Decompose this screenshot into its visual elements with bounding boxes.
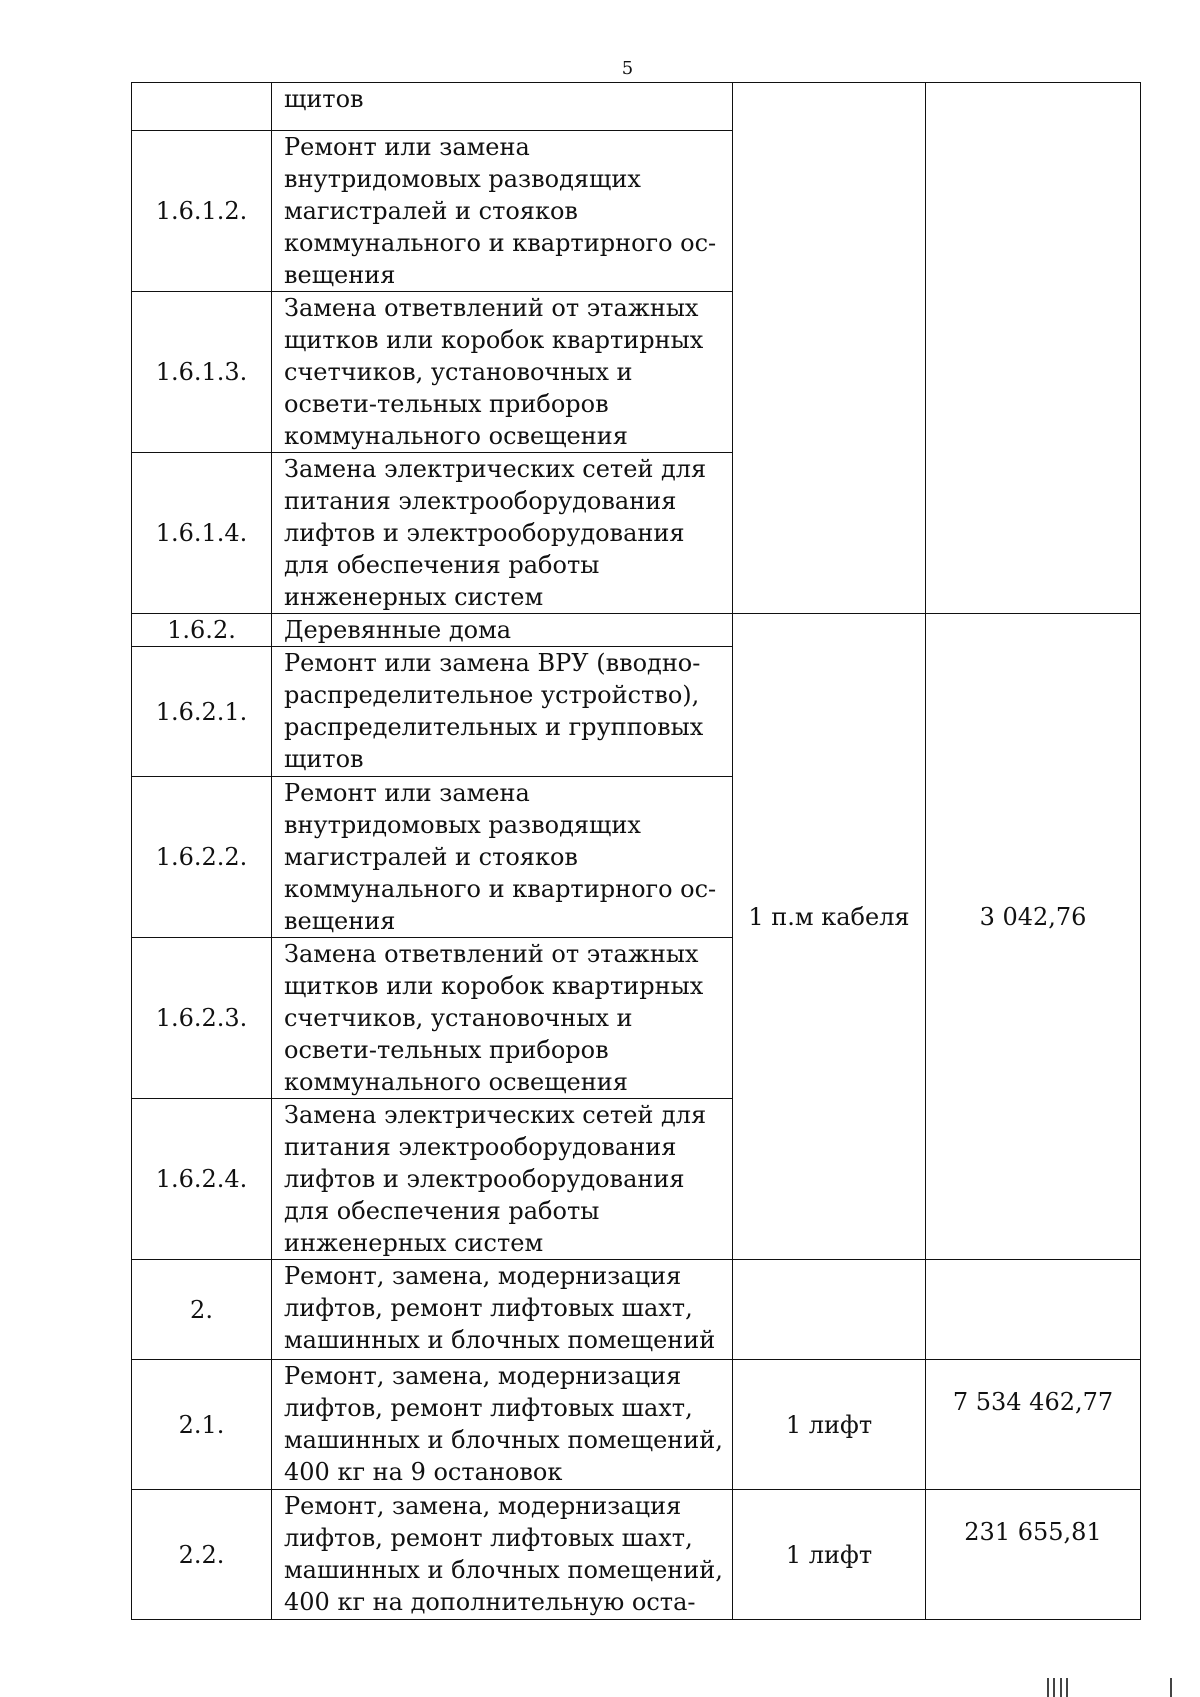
page-number: 5 (621, 58, 634, 79)
table-row (132, 1260, 1141, 1360)
price-cell: 231 655,81 (926, 1490, 1141, 1620)
row-number: 1.6.2. (132, 614, 272, 647)
table-row (132, 1360, 1141, 1490)
row-description: Замена ответвлений от этажных щитков или коробок квартирных счетчиков, установочных и освети-тельных приборов коммунального освещения (272, 292, 733, 453)
unit-cell: 1 лифт (733, 1490, 926, 1620)
row-description: Замена ответвлений от этажных щитков или коробок квартирных счетчиков, установочных и освети-тельных приборов коммунального освещения (272, 938, 733, 1099)
row-number: 1.6.1.4. (132, 453, 272, 614)
row-number: 1.6.2.4. (132, 1099, 272, 1260)
row-description: Ремонт, замена, модернизация лифтов, ремонт лифтовых шахт, машинных и блочных помещений (272, 1260, 733, 1360)
row-number: 1.6.1.2. (132, 131, 272, 292)
price-table (131, 82, 1141, 1620)
table-row (132, 83, 1141, 131)
scan-edge-mark (1053, 1678, 1055, 1697)
price-cell-empty (926, 1260, 1141, 1360)
table-row (132, 614, 1141, 647)
row-number: 1.6.2.2. (132, 777, 272, 938)
row-description: Ремонт, замена, модернизация лифтов, ремонт лифтовых шахт, машинных и блочных помещений, 400 кг на 9 остановок (272, 1360, 733, 1490)
row-number: 1.6.1.3. (132, 292, 272, 453)
row-number: 1.6.2.3. (132, 938, 272, 1099)
row-description: Замена электрических сетей для питания электрооборудования лифтов и электрооборудования для обеспечения работы инженерных систем (272, 453, 733, 614)
scan-edge-mark (1047, 1678, 1049, 1697)
unit-cell: 1 п.м кабеля (733, 614, 926, 1260)
row-number (132, 83, 272, 131)
row-description: щитов (272, 83, 733, 131)
scan-edge-mark (1066, 1678, 1068, 1697)
unit-cell-empty (733, 83, 926, 614)
row-number: 1.6.2.1. (132, 647, 272, 777)
unit-cell-empty (733, 1260, 926, 1360)
scan-edge-mark (1060, 1678, 1062, 1697)
row-number: 2. (132, 1260, 272, 1360)
row-number: 2.2. (132, 1490, 272, 1620)
row-number: 2.1. (132, 1360, 272, 1490)
row-description: Замена электрических сетей для питания электрооборудования лифтов и электрооборудования для обеспечения работы инженерных систем (272, 1099, 733, 1260)
row-description: Ремонт или замена ВРУ (вводно-распределительное устройство), распределительных и групповых щитов (272, 647, 733, 777)
scan-edge-mark (1170, 1678, 1172, 1697)
row-description: Ремонт, замена, модернизация лифтов, ремонт лифтовых шахт, машинных и блочных помещений, 400 кг на дополнительную оста- (272, 1490, 733, 1620)
price-cell: 3 042,76 (926, 614, 1141, 1260)
row-description: Ремонт или замена внутридомовых разводящих магистралей и стояков коммунального и квартирного ос-вещения (272, 131, 733, 292)
table-row (132, 1490, 1141, 1620)
unit-cell: 1 лифт (733, 1360, 926, 1490)
price-cell: 7 534 462,77 (926, 1360, 1141, 1490)
price-cell-empty (926, 83, 1141, 614)
row-description: Деревянные дома (272, 614, 733, 647)
row-description: Ремонт или замена внутридомовых разводящих магистралей и стояков коммунального и квартирного ос-вещения (272, 777, 733, 938)
